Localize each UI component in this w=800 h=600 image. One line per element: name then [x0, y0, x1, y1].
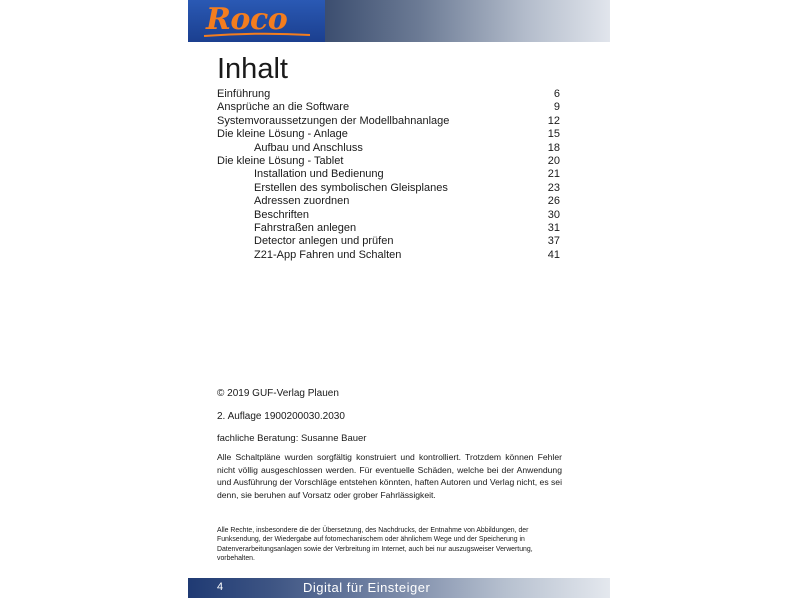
header-band — [188, 0, 610, 42]
toc-entry — [217, 235, 560, 248]
toc-entry-label: Einführung — [217, 88, 271, 100]
toc-entry-page: 20 — [547, 154, 560, 167]
toc-entry-page: 37 — [547, 235, 560, 248]
advice-line: fachliche Beratung: Susanne Bauer — [217, 433, 367, 444]
toc-entry-label: Erstellen des symbolischen Gleisplanes — [254, 181, 448, 194]
toc-entry-page: 18 — [547, 141, 560, 154]
toc-entry-label: Installation und Bedienung — [254, 168, 384, 181]
page-title: Inhalt — [217, 53, 288, 85]
toc-entry-page: 12 — [547, 114, 560, 127]
toc-entry-label: Die kleine Lösung - Anlage — [217, 128, 348, 141]
disclaimer-text: Alle Schaltpläne wurden sorgfältig konstruiert und kontrolliert. Trotzdem können Fehler nicht völlig ausgeschlossen werden. Für eventuelle Schäden, welche bei der Anwendung und Ausführung der Vorschläge entstehen könnten, haften Autoren und Verlag nicht, es sei denn, sie beruhen auf Vorsatz oder grober Fahrlässigkeit. — [217, 452, 562, 500]
toc-entry-page: 6 — [553, 88, 560, 100]
toc-entry — [217, 88, 560, 101]
toc-entry — [217, 222, 560, 235]
roco-logo — [188, 0, 325, 42]
toc-entry-label: Detector anlegen und prüfen — [254, 235, 394, 248]
footer-book-title: Digital für Einsteiger — [303, 580, 431, 595]
toc-entry-page: 23 — [547, 181, 560, 194]
table-of-contents — [217, 88, 560, 262]
toc-entry-page: 26 — [547, 195, 560, 208]
toc-entry — [217, 155, 560, 168]
toc-entry — [217, 209, 560, 222]
toc-entry — [217, 249, 560, 262]
toc-entry-label: Z21-App Fahren und Schalten — [254, 248, 402, 261]
document-page — [188, 0, 610, 600]
toc-entry — [217, 168, 560, 181]
toc-entry-label: Systemvoraussetzungen der Modellbahnanlage — [217, 114, 450, 127]
toc-entry-page: 15 — [547, 128, 560, 141]
logo-text: Roco — [206, 2, 288, 37]
toc-entry — [217, 128, 560, 141]
footer-band — [188, 578, 610, 598]
toc-entry — [217, 115, 560, 128]
toc-entry-label: Adressen zuordnen — [254, 195, 350, 208]
toc-entry-label: Beschriften — [254, 208, 310, 221]
toc-entry-label: Ansprüche an die Software — [217, 101, 350, 114]
copyright-line: © 2019 GUF-Verlag Plauen — [217, 388, 339, 399]
toc-entry-page: 41 — [547, 248, 560, 261]
toc-entry-page: 30 — [547, 208, 560, 221]
edition-line: 2. Auflage 1900200030.2030 — [217, 411, 345, 422]
toc-entry-label: Die kleine Lösung - Tablet — [217, 154, 344, 167]
toc-entry — [217, 142, 560, 155]
rights-text: Alle Rechte, insbesondere die der Übersetzung, des Nachdrucks, der Entnahme von Abbildungen, der Funksendung, der Wiedergabe auf fotomechanischem oder ähnlichem Wege und der Speicherung in Datenverarbeitungsanlagen sowie der Verbreitung im Internet, auch bei nur auszugsweiser Verwertung, vorbehalten. — [217, 527, 533, 563]
toc-entry-page: 21 — [547, 168, 560, 181]
footer-page-number: 4 — [217, 581, 224, 593]
toc-entry-page: 9 — [553, 101, 560, 114]
toc-entry — [217, 195, 560, 208]
logo-swoosh-icon — [202, 32, 312, 38]
toc-entry-page: 31 — [547, 221, 560, 234]
toc-entry — [217, 101, 560, 114]
toc-entry-label: Aufbau und Anschluss — [254, 141, 363, 154]
toc-entry-label: Fahrstraßen anlegen — [254, 221, 357, 234]
toc-entry — [217, 182, 560, 195]
